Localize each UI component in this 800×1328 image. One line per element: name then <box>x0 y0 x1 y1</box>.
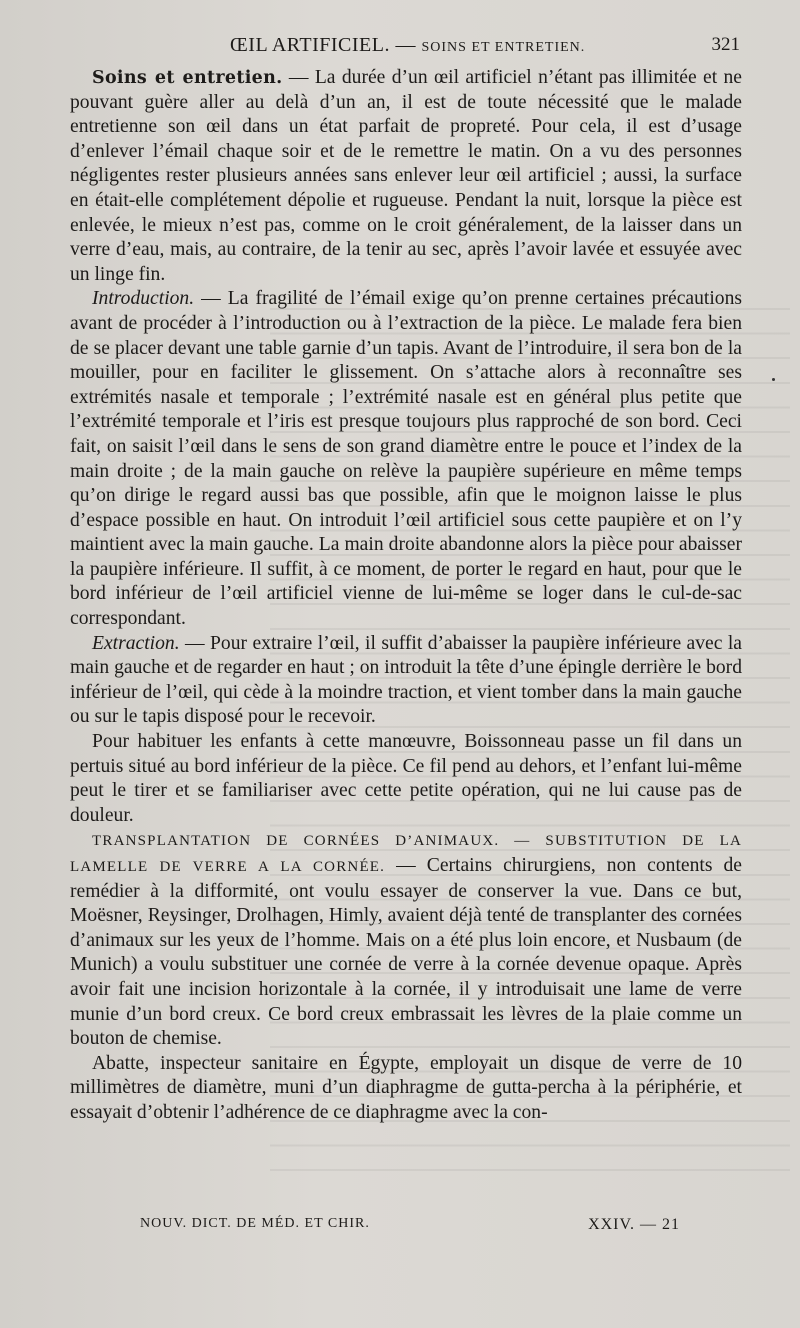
header-title-section: SOINS ET ENTRETIEN. <box>421 40 586 55</box>
footer-signature: NOUV. DICT. DE MÉD. ET CHIR. <box>140 1216 370 1231</box>
page-number: 321 <box>711 34 740 55</box>
paragraph-lead: Introduction. <box>92 288 195 310</box>
paragraph-text: — La fragilité de l’émail exige qu’on prenne certaines précautions avant de procéder à l’introduction ou à l’extraction de la pièce. Le malade fera bien de se placer devant une table garnie d’un tapis. Avant de l’introduire, il sera bon de la mouiller, pour en faciliter le glissement. On s’attache alors à reconnaître ses extrémités nasale et temporale ; l’extrémité nasale est en général plus petite que l’extrémité temporale et l’iris est presque toujours plus rapproché de son bord. Ceci fait, on saisit l’œil dans le sens de son grand diamètre entre le pouce et l’index de la main droite ; de la main gauche on relève la paupière supérieure en même temps qu’on dirige le regard aussi bas que possible, afin que le moignon laisse le plus d’espace possible en haut. On introduit l’œil artificiel sous cette paupière et on l’y maintient avec la main gauche. La main droite abandonne alors la pièce pour abaisser la paupière inférieure. Il suffit, à ce moment, de porter le regard en haut, pour que le bord inférieur de l’œil artificiel vienne de lui-même se loger dans le cul-de-sac correspondant. <box>70 288 742 630</box>
body-text <box>70 66 742 1126</box>
paragraph-lead: TRANSPLANTATION DE CORNÉES D’ANIMAUX. — SUBSTITUTION DE LA LAMELLE DE VERRE A LA CORNÉE. <box>70 833 742 875</box>
footer-volume: XXIV. — 21 <box>588 1216 680 1233</box>
paragraph-introduction <box>70 287 742 631</box>
paragraph-text: — Pour extraire l’œil, il suffit d’abaisser la paupière inférieure avec la main gauche et de regarder en haut ; on introduit la tête d’une épingle derrière le bord inférieur de l’œil, qui cède à la moindre traction, et vient tomber dans la main gauche ou sur le tapis disposé pour le recevoir. <box>70 632 742 728</box>
paragraph-transplantation <box>70 828 742 1051</box>
paragraph-lead: Extraction. <box>92 632 180 654</box>
header-title-main: ŒIL ARTIFICIEL. <box>230 34 390 56</box>
page-footer <box>140 1216 680 1238</box>
running-header <box>70 34 740 58</box>
header-title-dash: — <box>395 34 416 56</box>
paragraph-extraction <box>70 632 742 730</box>
paragraph-abatte <box>70 1052 742 1126</box>
paragraph-text: — La durée d’un œil artificiel n’étant pas illimitée et ne pouvant guère aller au delà d’un an, il est de toute nécessité que le malade entretienne son œil dans un état parfait de propreté. Pour cela, il est d’usage d’enlever l’émail chaque soir et de le remettre le matin. On a vu des personnes négligentes rester plusieurs années sans enlever leur œil artificiel ; aussi, la surface en était-elle complétement dépolie et rugueuse. Pendant la nuit, lorsque la pièce est enlevée, le mieux n’est pas, comme on le croit généralement, de la laisser dans un verre d’eau, mais, au contraire, de la tenir au sec, après l’avoir lavée et essuyée avec un linge fin. <box>70 67 742 285</box>
paragraph-boissonneau <box>70 730 742 828</box>
paragraph-soins <box>70 66 742 287</box>
paragraph-text: Pour habituer les enfants à cette manœuvre, Boissonneau passe un fil dans un pertuis situé au bord inférieur de la pièce. Ce fil pend au dehors, et l’enfant lui-même peut le tirer et se familiariser avec cette petite opération, qui ne lui cause pas de douleur. <box>70 731 742 826</box>
paragraph-lead: Soins et entretien. <box>92 68 283 88</box>
header-title <box>230 34 585 57</box>
paragraph-text: Abatte, inspecteur sanitaire en Égypte, employait un disque de verre de 10 millimètres de diamètre, muni d’un diaphragme de gutta-percha à la périphérie, et essayait d’obtenir l’adhérence de ce diaphragme avec la con- <box>70 1052 742 1123</box>
speck <box>772 378 775 381</box>
paragraph-text: — Certains chirurgiens, non contents de remédier à la difformité, ont voulu essayer de conserver la vue. Dans ce but, Moësner, Reysinger, Drolhagen, Himly, avaient déjà tenté de transplanter des cornées d’animaux sur les yeux de l’homme. Mais on a été plus loin encore, et Nusbaum (de Munich) a voulu substituer une cornée de verre à la cornée devenue opaque. Après avoir fait une incision horizontale à la cornée, il y introduisait une lame de verre munie d’un bord creux. Ce bord creux embrassait les lèvres de la plaie comme un bouton de chemise. <box>70 855 742 1050</box>
